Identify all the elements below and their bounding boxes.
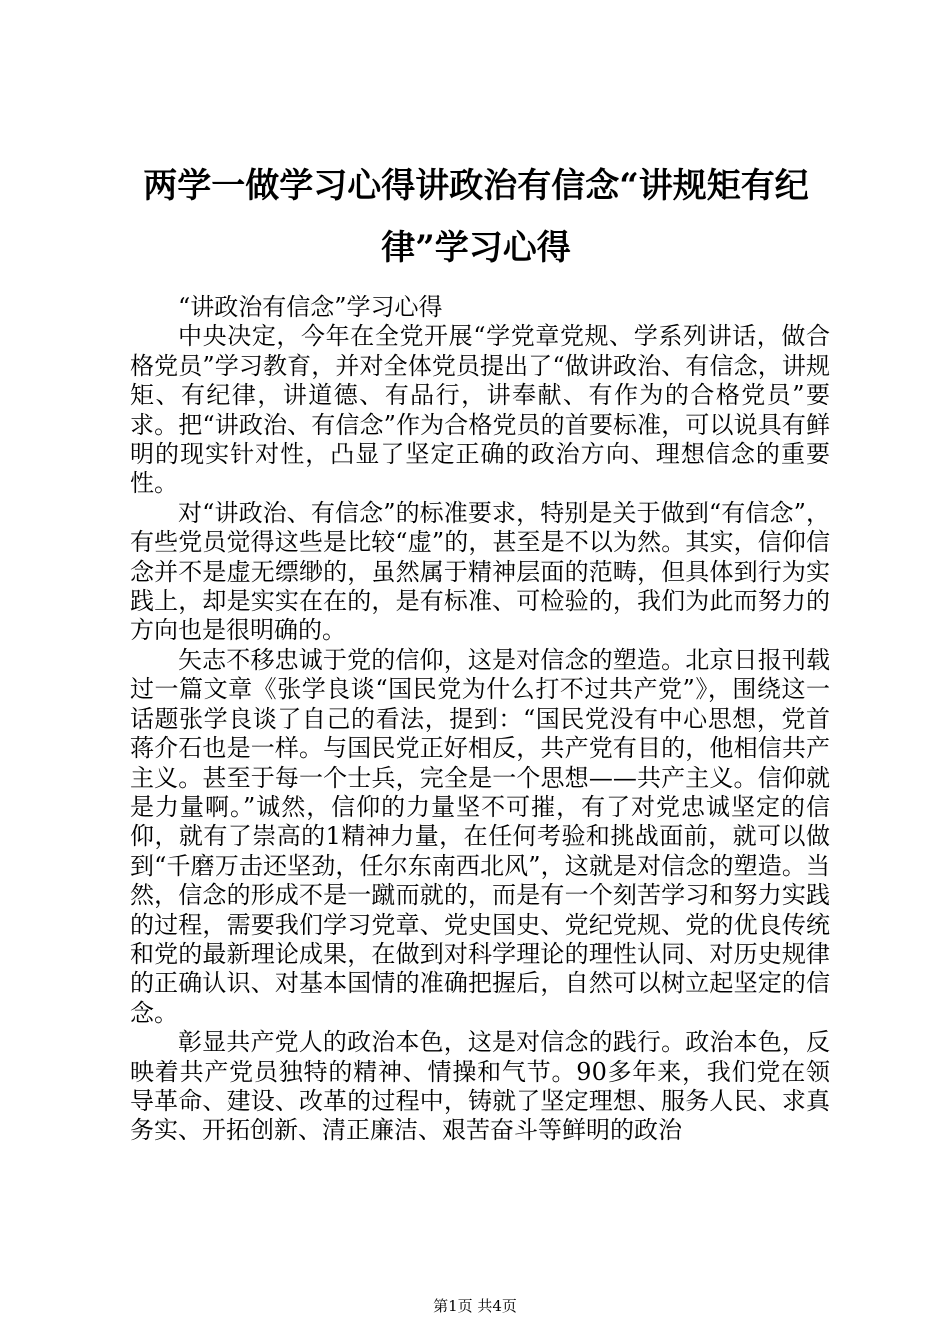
paragraph: 对“讲政治、有信念”的标准要求，特别是关于做到“有信念”，有些党员觉得这些是比较“虚”的，甚至是不以为然。其实，信仰信念并不是虚无缥缈的，虽然属于精神层面的范畴，但具体到行为实践上，却是实实在在的，是有标准、可检验的，我们为此而努力的方向也是很明确的。 [130,498,830,645]
paragraph: 中央决定，今年在全党开展“学党章党规、学系列讲话，做合格党员”学习教育，并对全体党员提出了“做讲政治、有信念，讲规矩、有纪律，讲道德、有品行，讲奉献、有作为的合格党员”要求。把“讲政治、有信念”作为合格党员的首要标准，可以说具有鲜明的现实针对性，凸显了坚定正确的政治方向、理想信念的重要性。 [130,322,830,498]
paragraph: 彰显共产党人的政治本色，这是对信念的践行。政治本色，反映着共产党员独特的精神、情操和气节。90多年来，我们党在领导革命、建设、改革的过程中，铸就了坚定理想、服务人民、求真务实、开拓创新、清正廉洁、艰苦奋斗等鲜明的政治 [130,1028,830,1145]
document-title: 两学一做学习心得讲政治有信念“讲规矩有纪律”学习心得 [143,166,809,268]
document-body [130,293,830,1146]
paragraph: “讲政治有信念”学习心得 [178,293,443,321]
paragraph: 矢志不移忠诚于党的信仰，这是对信念的塑造。北京日报刊载过一篇文章《张学良谈“国民党为什么打不过共产党”》，围绕这一话题张学良谈了自己的看法，提到：“国民党没有中心思想，党首蒋介石也是一样。与国民党正好相反，共产党有目的，他相信共产主义。甚至于每一个士兵，完全是一个思想——共产主义。信仰就是力量啊。”诚然，信仰的力量坚不可摧，有了对党忠诚坚定的信仰，就有了崇高的1精神力量，在任何考验和挑战面前，就可以做到“千磨万击还坚劲，任尔东南西北风”，这就是对信念的塑造。当然，信念的形成不是一蹴而就的，而是有一个刻苦学习和努力实践的过程，需要我们学习党章、党史国史、党纪党规、党的优良传统和党的最新理论成果，在做到对科学理论的理性认同、对历史规律的正确认识、对基本国情的准确把握后，自然可以树立起坚定的信念。 [130,645,830,1027]
page-footer: 第1页 共4页 [433,1297,517,1315]
